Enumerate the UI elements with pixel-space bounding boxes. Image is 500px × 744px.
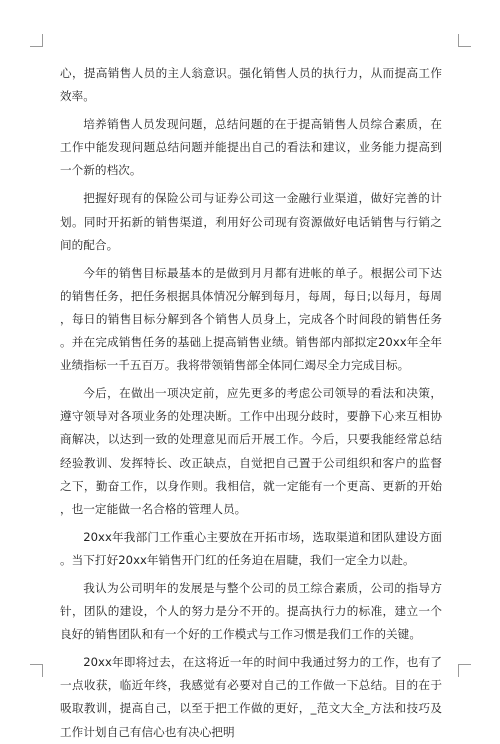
- document-body: [60, 62, 442, 744]
- paragraph-continuation: 心，提高销售人员的主人翁意识。强化销售人员的执行力，从而提高工作效率。: [60, 66, 442, 104]
- paragraph: 20xx年我部门工作重心主要放在开拓市场，选取渠道和团队建设方面。当下打好20xx年销售开门红的任务迫在眉睫，我们一定全力以赴。: [60, 529, 442, 567]
- paragraph: 把握好现有的保险公司与证券公司这一金融行业渠道，做好完善的计划。同时开拓新的销售渠道，利用好公司现有资源做好电话销售与行销之间的配合。: [60, 191, 442, 252]
- paragraph: 我认为公司明年的发展是与整个公司的员工综合素质，公司的指导方针，团队的建设，个人的努力是分不开的。提高执行力的标准，建立一个良好的销售团队和有一个好的工作模式与工作习惯是我们工作的关键。: [60, 580, 442, 642]
- paragraph: 20xx年即将过去，在这将近一年的时间中我通过努力的工作，也有了一点收获，临近年终，我感觉有必要对自己的工作做一下总结。目的在于吸取教训，提高自己，以至于把工作做的更好，_范文大全_方法和技巧及工作计划自己有信心也有决心把明: [60, 655, 442, 739]
- crop-mark-bottom-left: [30, 664, 43, 677]
- crop-mark-top-right: [458, 34, 471, 47]
- crop-mark-bottom-right: [458, 664, 471, 677]
- paragraph: 培养销售人员发现问题，总结问题的在于提高销售人员综合素质，在工作中能发现问题总结问题并能提出自己的看法和建议，业务能力提高到一个新的档次。: [60, 117, 442, 178]
- paragraph: 今后，在做出一项决定前，应先更多的考虑公司领导的看法和决策，遵守领导对各项业务的处理决断。工作中出现分歧时，要静下心来互相协商解决，以达到一致的处理意见而后开展工作。今后，只要我能经常总结经验教训、发挥特长、改正缺点，自觉把自己置于公司组织和客户的监督之下，勤奋工作，以身作则。我相信，就一定能有一个更高、更新的开始，也一定能做一名合格的管理人员。: [60, 386, 442, 516]
- paragraph: 今年的销售目标最基本的是做到月月都有进帐的单子。根据公司下达的销售任务，把任务根据具体情况分解到每月，每周，每日;以每月，每周，每日的销售目标分解到各个销售人员身上，完成各个时间段的销售任务。并在完成销售任务的基础上提高销售业绩。销售部内部拟定20xx年全年业绩指标一千五百万。我将带领销售部全体同仁竭尽全力完成目标。: [60, 265, 442, 373]
- crop-mark-top-left: [30, 34, 43, 47]
